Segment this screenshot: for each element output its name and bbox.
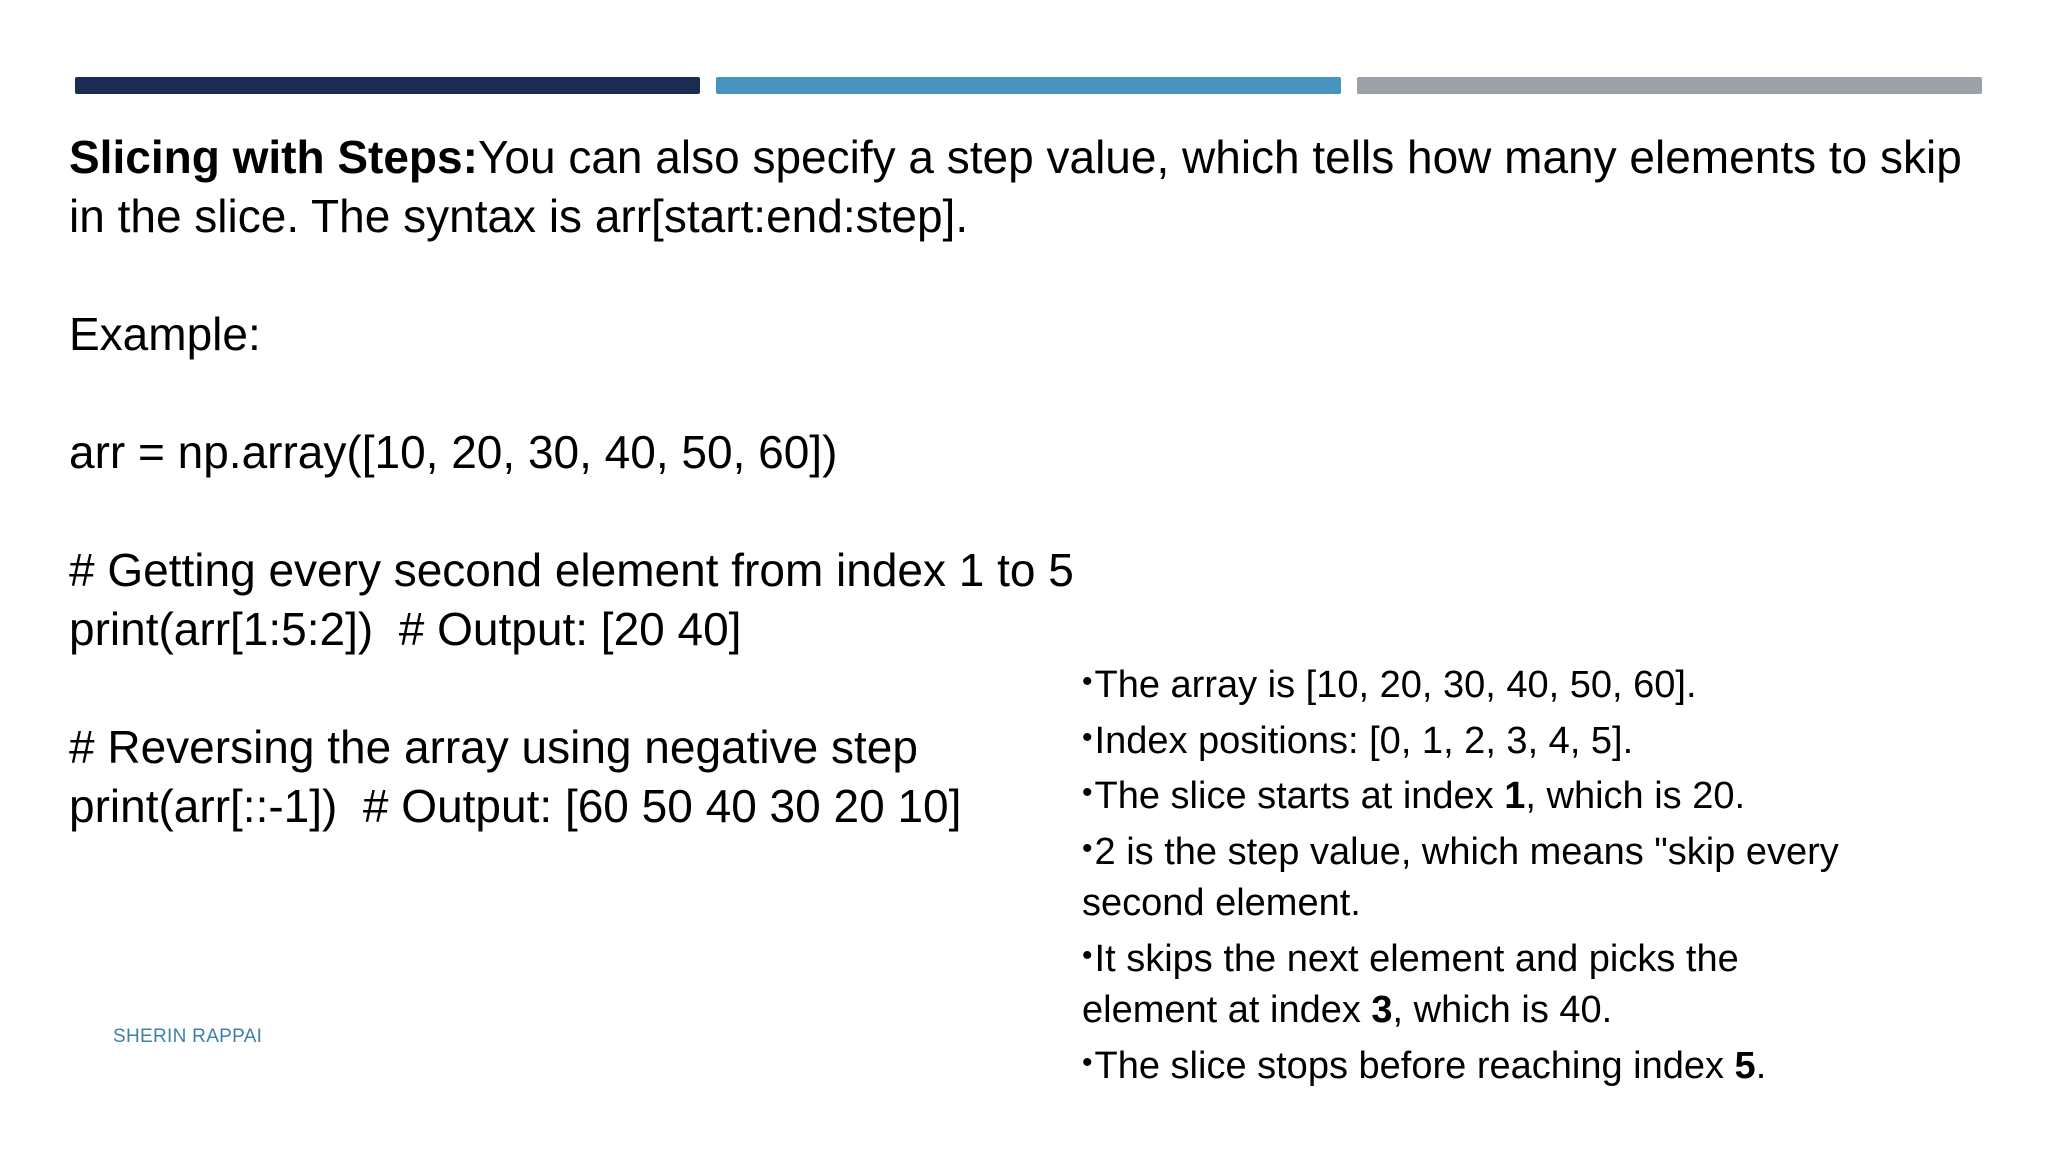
code-comment-every-second: # Getting every second element from index 1 to 5 — [69, 544, 1074, 596]
footer-author: SHERIN RAPPAI — [113, 1026, 263, 1047]
list-item: •It skips the next element and picks the — [1082, 937, 1739, 980]
code-line-reverse: print(arr[::-1]) # Output: [60 50 40 30 20 10] — [69, 780, 962, 832]
list-item-continuation: element at index 3, which is 40. — [1082, 989, 1613, 1031]
heading-intro: You can also specify a step value, which tells how many elements to skip — [477, 131, 1962, 183]
bullet-icon: • — [1082, 776, 1093, 809]
bullet-icon: • — [1082, 720, 1093, 754]
list-item: •The slice stops before reaching index 5. — [1082, 1044, 1767, 1087]
bullet-icon: • — [1082, 831, 1093, 865]
heading-line-1 — [69, 128, 1969, 187]
accent-bar-gray — [1357, 77, 1982, 94]
list-item-continuation: second element. — [1082, 882, 1361, 924]
accent-bar-light-blue — [716, 77, 1341, 94]
code-comment-reverse: # Reversing the array using negative step — [69, 721, 918, 773]
list-item: •The array is [10, 20, 30, 40, 50, 60]. — [1082, 664, 1697, 706]
list-item: •The slice starts at index 1, which is 20. — [1082, 775, 1746, 817]
heading-line-2: in the slice. The syntax is arr[start:end:step]. — [69, 190, 969, 242]
bullet-icon: • — [1082, 1045, 1093, 1079]
code-line-array: arr = np.array([10, 20, 30, 40, 50, 60]) — [69, 426, 838, 478]
heading-bold-label: Slicing with Steps: — [69, 131, 478, 183]
bullet-icon: • — [1082, 938, 1093, 972]
bullet-icon: • — [1082, 665, 1093, 698]
example-label: Example: — [69, 308, 261, 360]
list-item: •2 is the step value, which means "skip every — [1082, 830, 1839, 873]
accent-bar-dark-blue — [75, 77, 700, 94]
explanation-list — [1082, 656, 1982, 1092]
list-item: •Index positions: [0, 1, 2, 3, 4, 5]. — [1082, 719, 1634, 762]
code-line-step-slice: print(arr[1:5:2]) # Output: [20 40] — [69, 603, 742, 655]
